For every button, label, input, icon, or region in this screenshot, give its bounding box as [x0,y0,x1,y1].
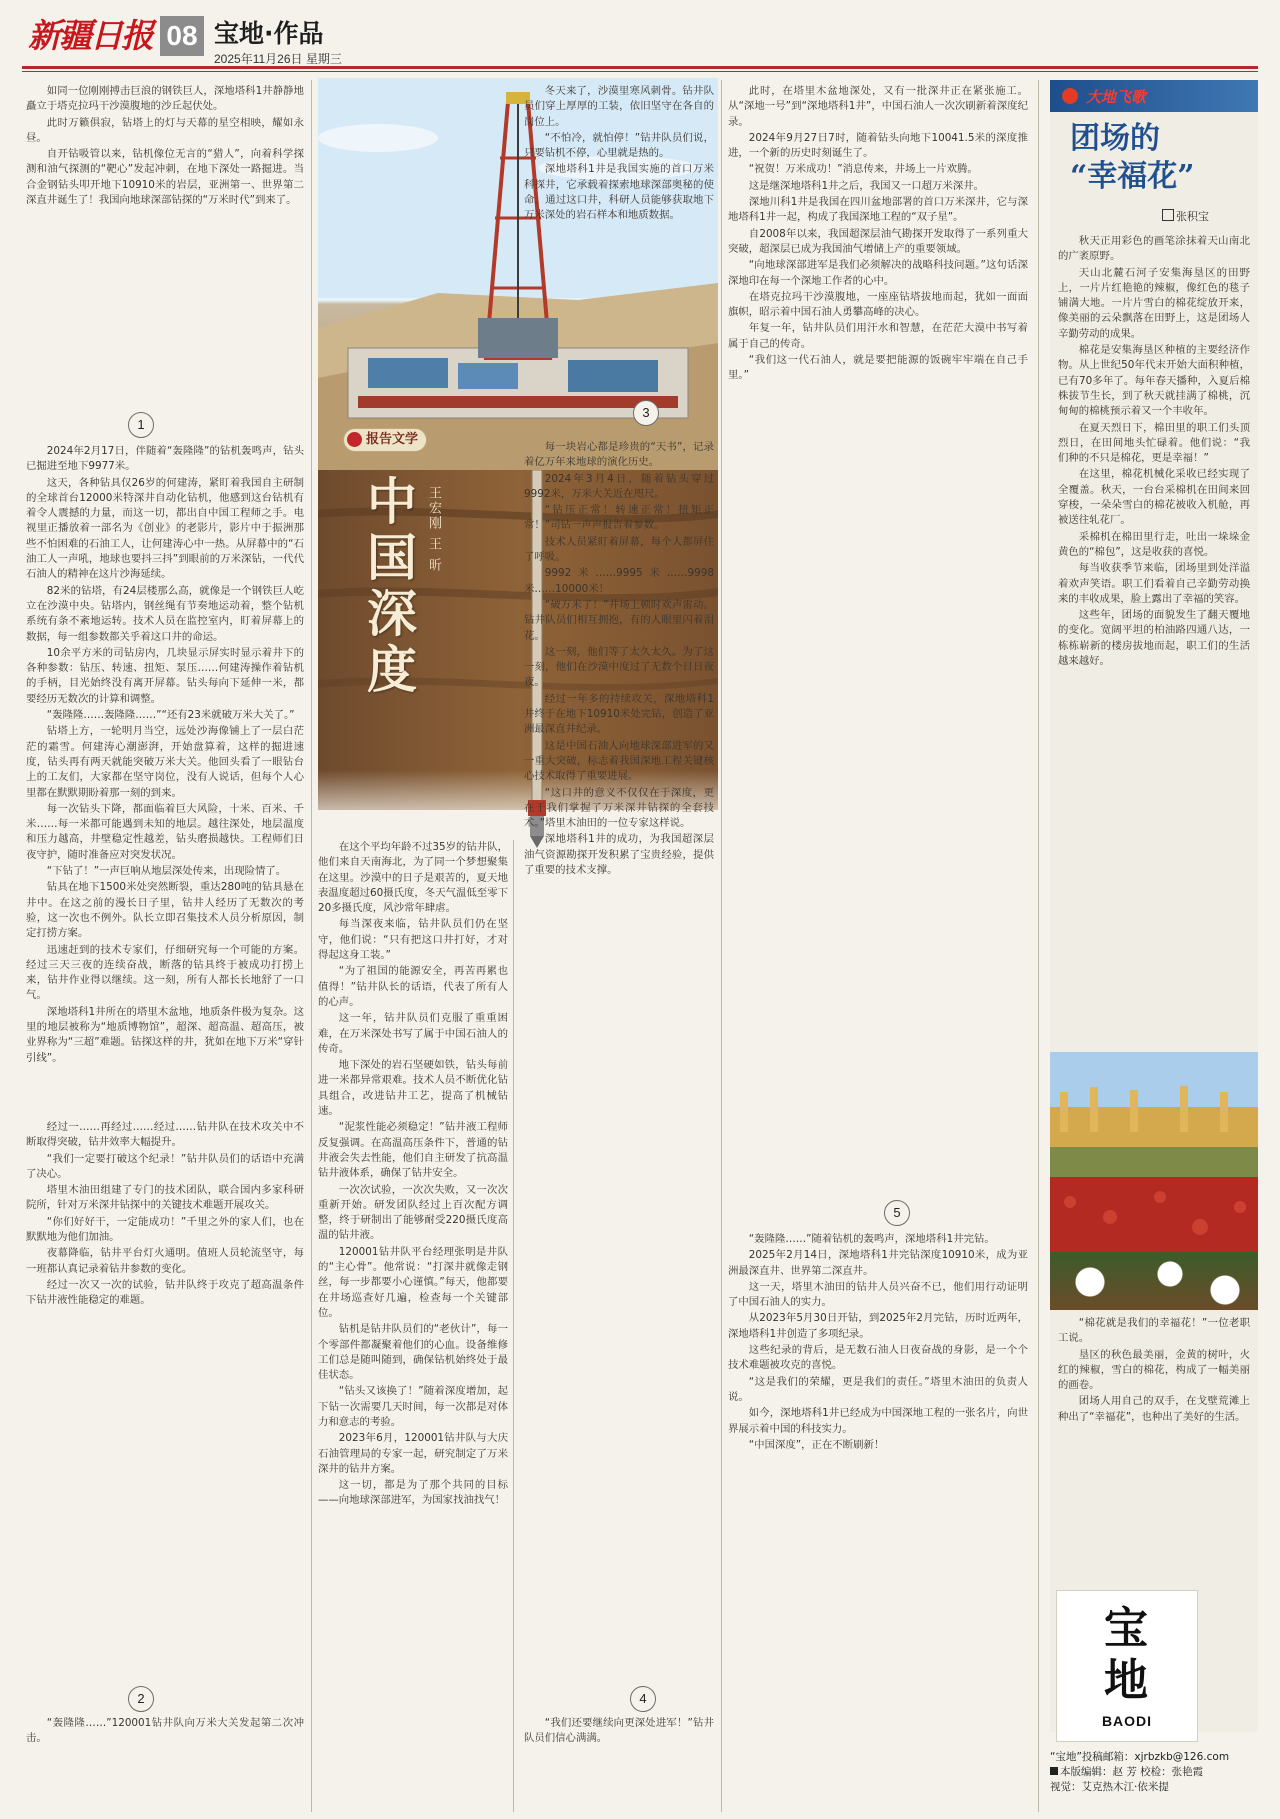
section-marker-5: 5 [884,1200,910,1226]
article-paragraph: 技术人员紧盯着屏幕，每个人都屏住了呼吸。 [524,535,714,564]
seal-english: BAODI [1101,1713,1153,1729]
article-column-1-mid [26,444,304,1114]
sidebar-paragraph: 采棉机在棉田里行走，吐出一垛垛金黄色的“棉包”，这是收获的喜悦。 [1058,530,1250,558]
article-paragraph: 一次次试验，一次次失败，又一次次重新开始。研发团队经过上百次配方调整，终于研制出了能够耐受220摄氏度高温的钻井液。 [318,1183,508,1242]
column-divider [311,80,312,1812]
article-paragraph: “不怕冷，就怕停！”钻井队员们说，只要钻机不停，心里就是热的。 [524,131,714,160]
article-paragraph: 从2023年5月30日开钻，到2025年2月完钻，历时近两年，深地塔科1井创造了多项纪录。 [728,1312,1028,1340]
section-marker-1: 1 [128,412,154,438]
column-logo-icon [1062,88,1078,104]
report-literature-badge [343,428,427,452]
article-paragraph: 地下深处的岩石坚硬如铁，钻头每前进一米都异常艰难。技术人员不断优化钻具组合，改进钻井工艺，提高了机械钻速。 [318,1059,508,1118]
sidebar-paragraph: “棉花就是我们的幸福花！”一位老职工说。 [1058,1317,1250,1345]
article-paragraph: “下钻了！”一声巨响从地层深处传来，出现险情了。 [46,865,287,878]
article-paragraph: 此时万籁俱寂，钻塔上的灯与天幕的星空相映，耀如永昼。 [26,116,304,144]
article-column-3-top [524,84,714,384]
logo-text: 新疆日报 [28,16,152,55]
article-paragraph: 2024年3月4日，随着钻头穿过9992米，万米大关近在咫尺。 [524,472,714,500]
article-paragraph: 如今，深地塔科1井已经成为中国深地工程的一张名片，向世界展示着中国的科技实力。 [728,1407,1028,1435]
article-title: 中国深度 [359,475,418,699]
sidebar-paragraph: 团场人用自己的双手，在戈壁荒滩上种出了“幸福花”，也种出了美好的生活。 [1058,1395,1250,1423]
article-column-1-end [26,1716,304,1812]
article-paragraph: 这些纪录的背后，是无数石油人日夜奋战的身影，是一个个技术难题被攻克的喜悦。 [728,1344,1028,1372]
author-name: 张积宝 [1176,210,1209,223]
article-paragraph: “为了祖国的能源安全，再苦再累也值得！”钻井队长的话语，代表了所有人的心声。 [318,965,508,1008]
article-paragraph: 在这个平均年龄不过35岁的钻井队，他们来自天南海北，为了同一个梦想聚集在这里。沙漠中的日子是艰苦的，夏天地表温度超过60摄氏度，冬天气温低至零下20多摄氏度，风沙常年肆虐。 [318,841,508,915]
article-paragraph: “轰隆隆……”随着钻机的轰鸣声，深地塔科1井完钻。 [748,1233,995,1245]
sidebar-paragraph: 每当收获季节来临，团场里到处洋溢着欢声笑语。职工们看着自己辛勤劳动换来的丰收成果，脸上露出了幸福的笑容。 [1058,562,1250,605]
sidebar-text-bottom [1058,1316,1250,1586]
column-divider [513,840,514,1812]
article-paragraph: “钻头又该换了！”随着深度增加，起下钻一次需要几天时间，每一次都是对体力和意志的考验。 [318,1385,508,1428]
article-column-4-top [728,84,1028,1192]
article-paragraph: “破万米了！”井场上顿时欢声雷动。钻井队员们相互拥抱，有的人眼里闪着泪花。 [524,598,714,642]
section-marker-4: 4 [630,1686,656,1712]
article-paragraph: 年复一年，钻井队员们用汗水和智慧，在茫茫大漠中书写着属于自己的传奇。 [728,322,1028,350]
article-paragraph: 迅速赶到的技术专家们，仔细研究每一个可能的方案。经过三天三夜的连续奋战，断落的钻具终于被成功打捞上来，钻井作业得以继续。这一刻，所有人都长长地舒了一口气。 [26,943,304,1002]
article-paragraph: 自2008年以来，我国超深层油气勘探开发取得了一系列重大突破，超深层已成为我国油气增储上产的重要领域。 [728,227,1028,255]
article-paragraph: “这口井的意义不仅仅在于深度，更在于我们掌握了万米深井钻探的全套技术。”塔里木油田的一位专家这样说。 [524,786,714,830]
sidebar-essay [1050,80,1258,1732]
article-paragraph: “你们好好干，一定能成功！”千里之外的家人们，也在默默地为他们加油。 [26,1215,304,1244]
article-paragraph: “祝贺！万米成功！”消息传来，井场上一片欢腾。 [748,163,978,176]
article-paragraph: 钻塔上方，一轮明月当空，远处沙海像铺上了一层白茫茫的霜雪。何建涛心潮澎湃，开始盘算着，这样的掘进速度，钻头再有两天就能突破万米大关。他回头看了一眼钻台上的工友们，大家都在坚守岗位，没有人说话，但每个人心里都在默默期盼着那一刻的到来。 [26,725,304,799]
article-paragraph: 冬天来了，沙漠里寒风刺骨。钻井队员们穿上厚厚的工装，依旧坚守在各自的岗位上。 [524,85,714,128]
article-paragraph: 2025年2月14日，深地塔科1井完钻深度10910米，成为亚洲最深直井、世界第二深直井。 [728,1249,1028,1277]
article-paragraph: 夜幕降临，钻井平台灯火通明。值班人员轮流坚守，每一班都认真记录着钻井参数的变化。 [26,1247,304,1275]
article-paragraph: 120001钻井队平台经理张明是井队的“主心骨”。他常说：“打深井就像走钢丝，每一步都要小心谨慎。”每天，他都要在井场巡查好几遍，检查每一个关键部位。 [318,1245,508,1319]
header-rule [22,66,1258,69]
sidebar-paragraph: 天山北麓石河子安集海垦区的田野上，一片片红艳艳的辣椒，像红色的毯子铺满大地。一片片雪白的棉花绽放开来，像美丽的云朵飘落在田野上，这是团场人辛勤劳动的成果。 [1058,266,1250,340]
column-name: 大地飞歌 [1086,88,1147,106]
section-marker-2: 2 [128,1686,154,1712]
baodi-seal-logo [1056,1590,1198,1742]
section-title: 宝地·作品 [214,19,324,48]
article-paragraph: 每一块岩心都是珍贵的“天书”，记录着亿万年来地球的演化历史。 [524,441,714,469]
article-paragraph: “轰隆隆……轰隆隆……”“还有23米就破万米大关了。” [46,709,295,722]
article-column-1-top [26,84,304,384]
article-column-1-bottom [26,1120,304,1676]
sidebar-text-top [1058,234,1250,1046]
article-column-4-bottom [728,1232,1028,1812]
article-paragraph: 2023年6月，120001钻井队与大庆石油管理局的专家一起，研究制定了万米深井的钻井方案。 [318,1432,508,1475]
article-paragraph: 如同一位刚刚搏击巨浪的钢铁巨人，深地塔科1井静静地矗立于塔克拉玛干沙漠腹地的沙丘起伏处。 [26,85,304,113]
article-column-3-end [524,1716,714,1812]
publication-date: 2025年11月26日 星期三 [214,52,342,66]
editor-box-icon [1050,1767,1058,1775]
sidebar-paragraph: 在夏天烈日下，棉田里的职工们头顶烈日，在田间地头忙碌着。他们说：“我们种的不只是棉花，更是幸福！” [1058,421,1250,465]
article-paragraph: 钻具在地下1500米处突然断裂，重达280吨的钻具悬在井中。在这之前的漫长日子里，钻井人经历了无数次的考验，这一次也不例外。队长立即召集技术人员分析原因，制定打捞方案。 [26,881,304,940]
submission-email[interactable]: “宝地”投稿邮箱：xjrbzkb@126.com [1050,1751,1230,1763]
article-paragraph: 这天，各种钻具仅26岁的何建涛，紧盯着我国自主研制的全球首台12000米特深井自动化钻机，他感到这台钻机有着令人震撼的力量，而这一切，都出自中国工程师之手。电视里正播放着一部名为《创业》的老影片，影片中于振洲那些不怕困难的石油工人，让何建涛心中一热。从屏幕中的“石油工人一声吼，地球也要抖三抖”到眼前的万米深钻，一代代石油人的精神在这片沙海延续。 [26,476,304,581]
masthead [22,8,1250,64]
article-byline: 王宏刚 王 昕 [426,486,441,574]
article-paragraph: “中国深度”，正在不断刷新！ [748,1438,885,1451]
article-paragraph: 2024年2月17日，伴随着“轰隆隆”的钻机轰鸣声，钻头已掘进至地下9977米。 [26,445,304,473]
article-paragraph: “泥浆性能必须稳定！”钻井液工程师反复强调。在高温高压条件下，普通的钻井液会失去性能，他们自主研发了抗高温钻井液体系，确保了钻井安全。 [318,1121,508,1180]
sidebar-title-line-1: 团场的 [1070,121,1160,156]
article-paragraph: 在塔克拉玛干沙漠腹地，一座座钻塔拔地而起，犹如一面面旗帜，昭示着中国石油人勇攀高峰的决心。 [728,290,1028,319]
article-paragraph: 这一刻，他们等了太久太久。为了这一刻，他们在沙漠中度过了无数个日日夜夜。 [524,645,714,689]
article-paragraph: “轰隆隆……”120001钻井队向万米大关发起第二次冲击。 [26,1717,304,1745]
article-paragraph: 每一次钻头下降，都面临着巨大风险，十米、百米、千米……每一米都可能遇到未知的地层。越往深处，地层温度和压力越高，井壁稳定性越差，钻头磨损越快。工程师们日夜守护，随时准备应对突发状况。 [26,802,304,861]
article-paragraph: “向地球深部进军是我们必须解决的战略科技问题。”这句话深深地印在每一个深地工作者的心中。 [728,259,1028,287]
article-paragraph: “我们一定要打破这个纪录！”钻井队员们的话语中充满了决心。 [26,1152,304,1180]
design-credits: 视觉：艾克热木江·依米提 [1050,1781,1169,1793]
article-paragraph: 经过一……再经过……经过……钻井队在技术攻关中不断取得突破，钻井效率大幅提升。 [26,1121,304,1149]
article-paragraph: 深地塔科1井所在的塔里木盆地，地质条件极为复杂。这里的地层被称为“地质博物馆”，超深、超高温、超高压，被业界称为“三超”难题。钻探这样的井，犹如在地下万米“穿针引线”。 [26,1005,304,1064]
page-footer [1050,1750,1258,1795]
article-paragraph: 这是中国石油人向地球深部进军的又一重大突破，标志着我国深地工程关键核心技术取得了重要进展。 [524,739,714,783]
author-box-icon [1162,209,1174,221]
article-paragraph: “这是我们的荣耀，更是我们的责任。”塔里木油田的负责人说。 [728,1375,1028,1403]
article-paragraph: 这是继深地塔科1井之后，我国又一口超万米深井。 [748,179,984,192]
seal-characters: 宝地 [1104,1603,1148,1706]
sidebar-paragraph: 这些年，团场的面貌发生了翻天覆地的变化。宽阔平坦的柏油路四通八达，一栋栋崭新的楼房拔地而起，职工们的生活越来越好。 [1058,609,1250,668]
sidebar-title [1070,120,1250,196]
section-marker-3: 3 [633,400,659,426]
article-paragraph: 此时，在塔里木盆地深处，又有一批深井正在紧张施工。从“深地一号”到“深地塔科1井”，中国石油人一次次刷新着深度纪录。 [728,85,1028,128]
chili-field-photo [1050,1052,1258,1252]
sidebar-paragraph: 在这里，棉花机械化采收已经实现了全覆盖。秋天，一台台采棉机在田间来回穿梭，一朵朵雪白的棉花被收入机舱，再被送往轧花厂。 [1058,468,1250,527]
sidebar-paragraph: 秋天正用彩色的画笔涂抹着天山南北的广袤原野。 [1058,235,1250,263]
article-paragraph: 自开钻吸管以来，钻机像位无言的“猎人”，向着科学探测和油气探测的“靶心”发起冲刺，在地下深处一路掘进。当合金钢钻头叩开地下10910米的岩层，亚洲第一、世界第二深直井诞生了！我国向地球深部钻探的“万米时代”到来了。 [26,148,304,207]
editor-credits: 本版编辑：赵 芳 校检：张艳霞 [1060,1766,1204,1778]
article-paragraph: 9992米……9995米……9998米……10000米！ [524,567,714,595]
sidebar-paragraph: 垦区的秋色最美丽，金黄的树叶，火红的辣椒，雪白的棉花，构成了一幅美丽的画卷。 [1058,1348,1250,1392]
article-paragraph: 10余平方米的司钻房内，几块显示屏实时显示着井下的各种参数：钻压、转速、扭矩、泵压……何建涛操作着钻机的手柄，目光始终没有离开屏幕。钻头每向下延伸一米，都要经历无数次的计算和调整。 [26,646,304,705]
article-paragraph: 这一切，都是为了那个共同的目标——向地球深部进军，为国家找油找气！ [318,1479,508,1507]
sidebar-title-line-2: “幸福花” [1070,159,1195,194]
header-rule-thin [22,71,1258,72]
sidebar-paragraph: 棉花是安集海垦区种植的主要经济作物。从上世纪50年代末开始大面积种植，已有70多年了。每年春天播种，入夏后棉株拔节生长，到了秋天就挂满了棉桃，沉甸甸的棉桃预示着又一个丰收年。 [1058,344,1250,418]
article-column-3-bottom [524,440,714,1686]
article-paragraph: 深地塔科1井的成功，为我国超深层油气资源勘探开发积累了宝贵经验，提供了重要的技术支撑。 [524,833,714,877]
article-paragraph: 这一天，塔里木油田的钻井人员兴奋不已，他们用行动证明了中国石油人的实力。 [728,1280,1028,1309]
article-paragraph: 2024年9月27日7时，随着钻头向地下10041.5米的深度推进，一个新的历史时刻诞生了。 [728,131,1028,160]
sidebar-header [1050,80,1258,112]
newspaper-logo [28,10,170,56]
article-paragraph: “钻压正常！转速正常！扭矩正常！”司钻一声声报告着参数。 [524,504,714,532]
article-paragraph: 塔里木油田组建了专门的技术团队，联合国内多家科研院所，针对万米深井钻探中的关键技术难题开展攻关。 [26,1184,304,1212]
page-number: 08 [160,16,204,56]
sidebar-author [1162,208,1209,224]
cotton-bolls-photo [1050,1252,1258,1310]
badge-dot-icon [347,432,362,447]
article-paragraph: “我们这一代石油人，就是要把能源的饭碗牢牢端在自己手里。” [728,354,1028,382]
article-paragraph: 82米的钻塔，有24层楼那么高，就像是一个钢铁巨人屹立在沙漠中央。钻塔内，钢丝绳有节奏地运动着，整个钻机系统有条不紊地运转。技术人员在监控室内，盯着屏幕上的数据，每一组参数都关乎着这口井的命运。 [26,584,304,643]
article-paragraph: 钻机是钻井队员们的“老伙计”，每一个零部件都凝聚着他们的心血。设备维修工们总是随叫随到，确保钻机始终处于最佳状态。 [318,1323,508,1382]
article-paragraph: 这一年，钻井队员们克服了重重困难，在万米深处书写了属于中国石油人的传奇。 [318,1012,508,1055]
column-divider [1038,80,1039,1812]
field-illustration [1050,1052,1258,1252]
article-column-2 [318,840,508,1810]
badge-label: 报告文学 [366,432,419,447]
article-paragraph: 经过一年多的持续攻关，深地塔科1井终于在地下10910米处完钻，创造了亚洲最深直井纪录。 [524,692,714,736]
article-paragraph: 深地川科1井是我国在四川盆地部署的首口万米深井，它与深地塔科1井一起，构成了我国深地工程的“双子星”。 [728,196,1028,224]
article-paragraph: 每当深夜来临，钻井队员们仍在坚守，他们说：“只有把这口井打好，才对得起这身工装。” [318,918,508,962]
article-paragraph: “我们还要继续向更深处进军！”钻井队员们信心满满。 [524,1717,714,1745]
article-paragraph: 深地塔科1井是我国实施的首口万米科探井，它承载着探索地球深部奥秘的使命。通过这口井，科研人员能够获取地下万米深处的岩石样本和地质数据。 [524,163,714,222]
article-paragraph: 经过一次又一次的试验，钻井队终于攻克了超高温条件下钻井液性能稳定的难题。 [26,1278,304,1307]
column-divider [721,80,722,1812]
